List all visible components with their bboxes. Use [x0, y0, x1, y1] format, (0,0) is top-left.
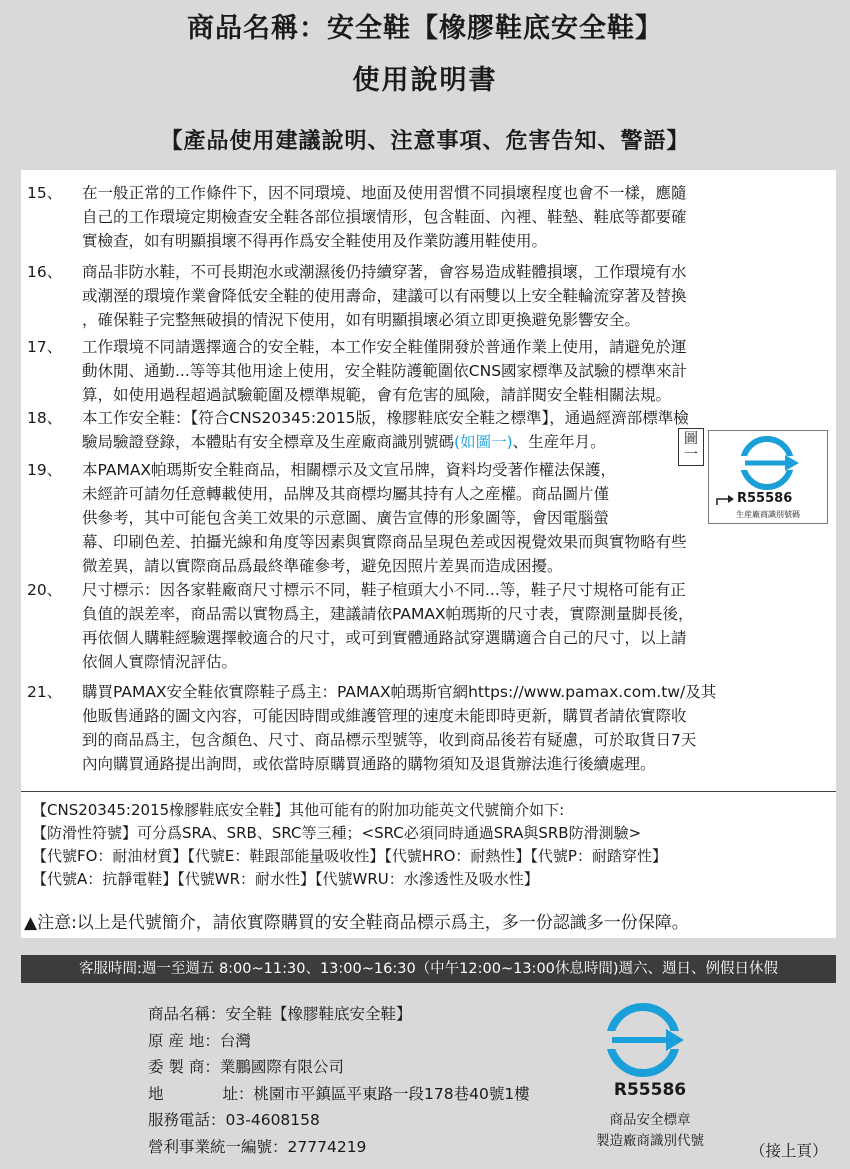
item-number: 20、	[27, 581, 63, 599]
item-text-line: 未經許可請勿任意轉載使用，品牌及其商標均屬其持有人之産權。商品圖片僅	[82, 485, 610, 503]
item-text-line: 負值的誤差率，商品需以實物爲主，建議請依PAMAX帕瑪斯的尺寸表，實際測量脚長後，	[82, 605, 694, 623]
info-label: 營利事業統一編號	[148, 1137, 273, 1156]
mark-caption: 製造廠商識別代號	[596, 1133, 704, 1149]
item-text-line: 商品非防水鞋，不可長期泡水或潮濕後仍持續穿著，會容易造成鞋體損壞，工作環境有水	[82, 263, 687, 281]
item-text-line: 依個人實際情況評估。	[82, 653, 238, 671]
item-number: 16、	[27, 263, 63, 281]
info-label: 地 址	[148, 1084, 238, 1103]
info-value: 安全鞋【橡膠鞋底安全鞋】	[225, 1005, 412, 1023]
info-row	[148, 1054, 530, 1081]
item-text-line: 他販售通路的圖文內容，可能因時間或維護管理的速度未能即時更新，購買者請依實際收	[82, 707, 687, 725]
item-text-line: 購買PAMAX安全鞋依實際鞋子爲主：PAMAX帕瑪斯官網https://www.pamax.com.tw/及其	[82, 683, 717, 701]
safety-mark-icon	[580, 1000, 720, 1080]
figure-label: 圖一	[678, 428, 704, 466]
info-row	[148, 1107, 530, 1134]
item-text-line: 本PAMAX帕瑪斯安全鞋商品，相關標示及文宣吊牌，資料均受著作權法保護，	[82, 461, 617, 479]
manufacturer-code: R55586	[613, 1080, 687, 1100]
info-value: 業鵬國際有限公司	[219, 1058, 344, 1076]
figure-1-safety-mark	[684, 430, 828, 524]
function-codes	[32, 799, 667, 891]
item-text-line: 或潮溼的環境作業會降低安全鞋的使用壽命，建議可以有兩雙以上安全鞋輪流穿著及替換	[82, 287, 687, 305]
figure-caption: 生産廠商識別號碼	[736, 510, 800, 519]
item-text-line: 尺寸標示：因各家鞋廠商尺寸標示不同，鞋子楦頭大小不同...等，鞋子尺寸規格可能有正	[82, 581, 686, 599]
item-text-line: 算，如使用過程超過試驗範圍及標準規範，會有危害的風險，請詳閱安全鞋相關法規。	[82, 386, 672, 404]
function-codes-line: 【代號FO：耐油材質】【代號E：鞋跟部能量吸收性】【代號HRO：耐熱性】【代號P：耐踏穿性】	[32, 847, 667, 865]
figure-reference: (如圖一)	[454, 433, 513, 451]
info-value: 桃園市平鎮區平東路一段178巷40號1樓	[253, 1084, 530, 1103]
item-number: 17、	[27, 338, 63, 356]
section-title: 【產品使用建議說明、注意事項、危害告知、警語】	[160, 129, 690, 154]
item-text-line: 到的商品爲主，包含顏色、尺寸、商品標示型號等，收到商品後若有疑慮，可於取貨日7天	[82, 731, 697, 749]
item-text-line: 幕、印刷色差、拍攝光線和角度等因素與實際商品呈現色差或因視覺效果而與實物略有些	[82, 533, 687, 551]
item-text: 驗局驗證登錄，本體貼有安全標章及生産廠商識別號碼	[82, 433, 455, 451]
service-hours-bar: 客服時間:週一至週五 8:00~11:30、13:00~16:30（中午12:00~13:00休息時間)週六、週日、例假日休假	[21, 955, 836, 983]
info-value: 27774219	[287, 1137, 367, 1156]
item-text-line: 本工作安全鞋：【符合CNS20345:2015版，橡膠鞋底安全鞋之標準】，通過經濟部標準檢	[82, 409, 689, 427]
item-number: 19、	[27, 461, 63, 479]
instruction-item-21	[27, 680, 797, 776]
info-separator: ：	[204, 1058, 220, 1076]
item-text-line: 微差異，請以實際商品爲最終準確參考，避免因照片差異而造成困擾。	[82, 557, 563, 575]
item-text-line: 再依個人購鞋經驗選擇較適合的尺寸，或可到實體通路試穿選購適合自己的尺寸，以上請	[82, 629, 687, 647]
item-text-line: ，確保鞋子完整無破損的情況下使用，如有明顯損壞必須立即更換避免影響安全。	[82, 311, 641, 329]
item-text-line: 自己的工作環境定期檢查安全鞋各部位損壞情形，包含鞋面、內裡、鞋墊、鞋底等都要確	[82, 208, 687, 226]
info-label: 原 産 地	[148, 1031, 205, 1050]
item-number: 21、	[27, 683, 63, 701]
item-number: 18、	[27, 409, 63, 427]
function-codes-heading: 【CNS20345:2015橡膠鞋底安全鞋】其他可能有的附加功能英文代號簡介如下:	[32, 801, 565, 819]
item-text-line: 動休閒、通勤...等等其他用途上使用，安全鞋防護範圍依CNS國家標準及試驗的標準來計	[82, 362, 688, 380]
info-label: 服務電話	[148, 1111, 211, 1129]
info-label: 商品名稱	[148, 1005, 211, 1023]
instruction-item-16	[27, 260, 797, 332]
instruction-item-17	[27, 335, 797, 407]
item-number: 15、	[27, 184, 63, 202]
function-codes-line: 【防滑性符號】可分爲SRA、SRB、SRC等三種；<SRC必須同時通過SRA與SRB防滑測驗>	[32, 824, 642, 842]
instruction-item-20	[27, 578, 797, 674]
info-separator: ：	[210, 1111, 226, 1129]
item-text-line: 實檢查，如有明顯損壞不得再作爲安全鞋使用及作業防護用鞋使用。	[82, 232, 548, 250]
mark-caption: 商品安全標章	[609, 1112, 691, 1128]
info-separator: ：	[272, 1137, 288, 1156]
info-value: 03-4608158	[225, 1111, 320, 1129]
info-row	[148, 1134, 530, 1161]
function-codes-line: 【代號A：抗靜電鞋】【代號WR：耐水性】【代號WRU：水滲透性及吸水性】	[32, 870, 539, 888]
info-row	[148, 1001, 530, 1028]
info-row	[148, 1028, 530, 1055]
info-separator: ：	[238, 1084, 254, 1103]
continued-note: （接上頁）	[750, 1142, 828, 1160]
arrow-icon	[715, 493, 735, 507]
info-separator: ：	[210, 1005, 226, 1023]
instruction-item-19	[27, 458, 797, 578]
info-row	[148, 1081, 530, 1108]
item-text-line: 工作環境不同請選擇適合的安全鞋，本工作安全鞋僅開發於普通作業上使用，請避免於運	[82, 338, 687, 356]
divider	[21, 791, 836, 792]
safety-mark-icon	[709, 433, 827, 493]
product-title: 商品名稱：安全鞋【橡膠鞋底安全鞋】	[187, 13, 663, 44]
item-text-line: 內向購買通路提出詢問，或依當時原購買通路的購物須知及退貨辦法進行後續處理。	[82, 755, 656, 773]
item-text-line: 在一般正常的工作條件下，因不同環境、地面及使用習慣不同損壞程度也會不一樣，應隨	[82, 184, 687, 202]
item-text-line: 供參考，其中可能包含美工效果的示意圖、廣告宣傳的形象圖等，會因電腦螢	[82, 509, 610, 527]
item-text: 、生産年月。	[512, 433, 606, 451]
product-safety-mark	[580, 1000, 720, 1160]
info-label: 委 製 商	[148, 1058, 205, 1076]
warning-note: ▲注意:以上是代號簡介，請依實際購買的安全鞋商品標示爲主，多一份認識多一份保障。	[24, 913, 689, 933]
info-separator: ：	[204, 1031, 220, 1050]
info-value: 台灣	[219, 1031, 251, 1050]
instruction-item-15	[27, 181, 797, 253]
manufacturer-code: R55586	[737, 491, 793, 506]
manual-title: 使用說明書	[352, 65, 498, 96]
product-info	[148, 1001, 530, 1160]
